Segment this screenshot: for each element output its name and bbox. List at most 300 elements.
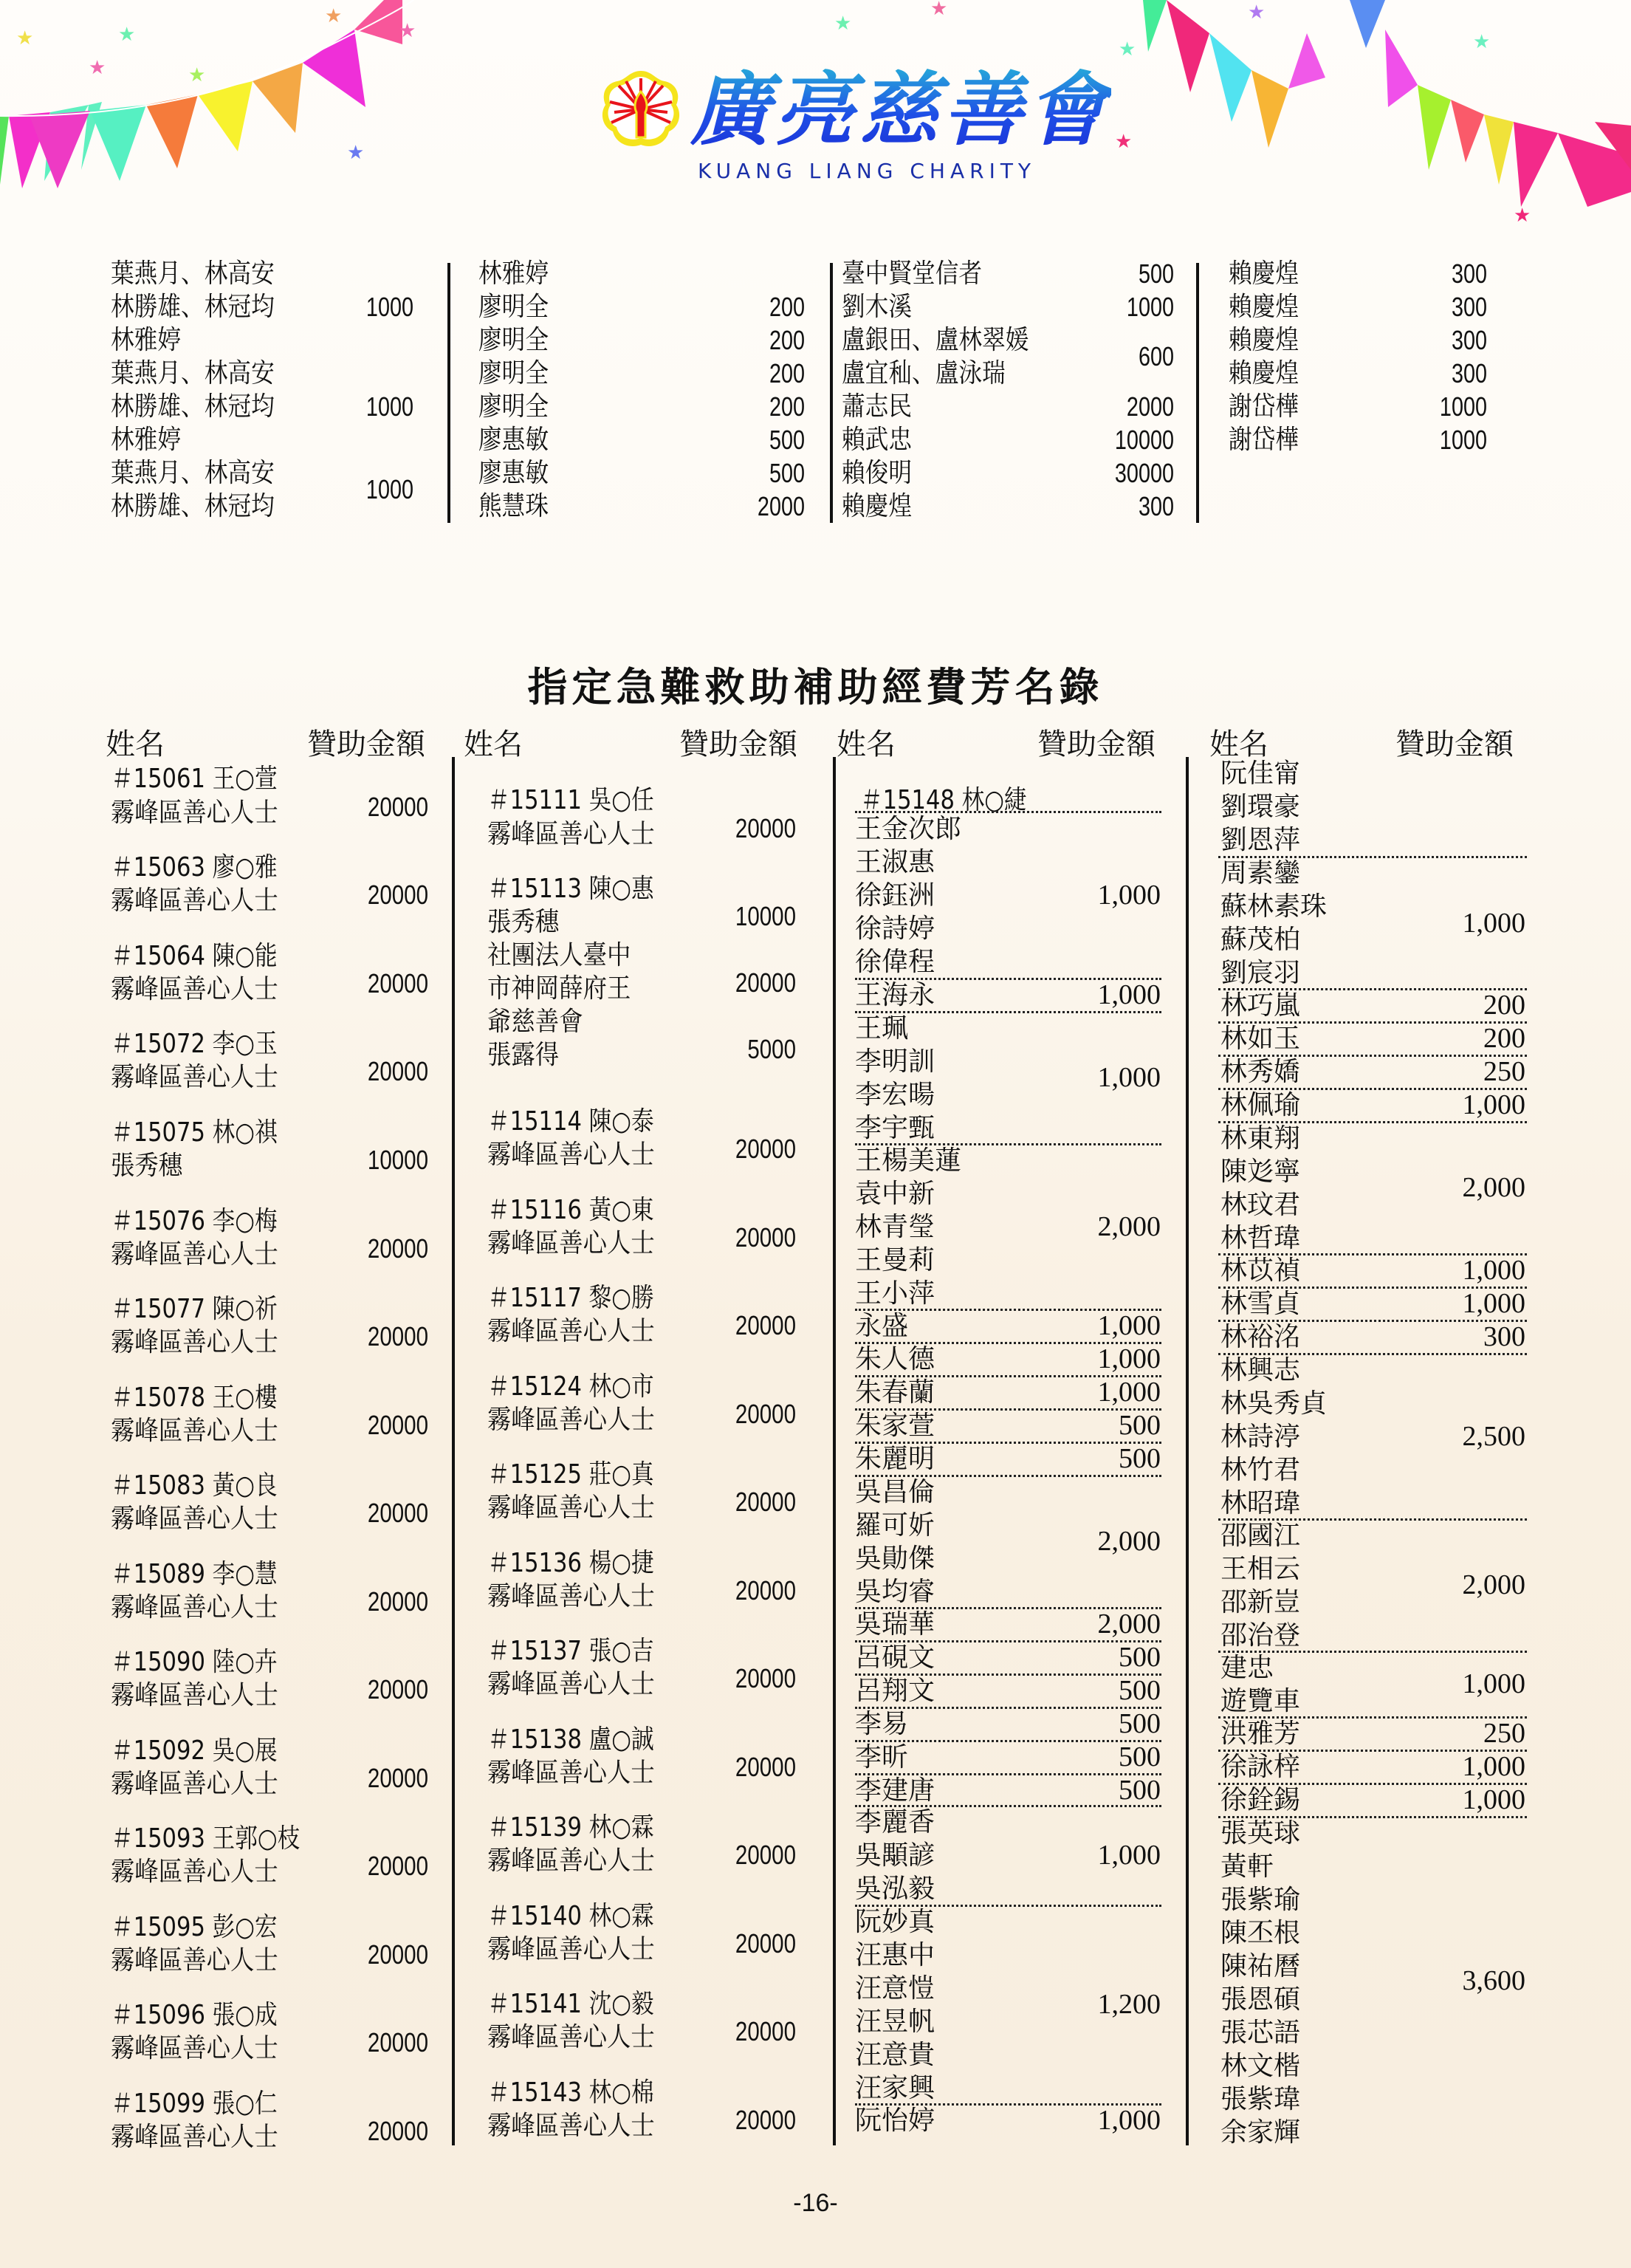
donor-name: 霧峰區善心人士 <box>487 1493 655 1523</box>
donor-amount: 500 <box>1119 1642 1161 1673</box>
donor-name: 林吳秀貞 <box>1220 1388 1328 1419</box>
donor-amount: 250 <box>1483 1718 1525 1749</box>
case-number: ＃15099 張○仁 <box>111 2089 278 2119</box>
donor-name: 林秀嬌 <box>1220 1057 1301 1087</box>
donor-name: 李宇甄 <box>855 1113 935 1143</box>
donor-name: 林東翔 <box>1220 1123 1301 1154</box>
donor-amount: 200 <box>769 325 805 355</box>
donor-amount: 20000 <box>735 967 796 998</box>
donor-amount: 10000 <box>735 901 796 931</box>
donor-amount: 20000 <box>367 1056 428 1086</box>
donor-name: 臺中賢堂信者 <box>842 258 983 289</box>
donor-amount: 200 <box>1483 990 1525 1021</box>
donor-name: 廖惠敏 <box>478 425 549 455</box>
donor-amount: 20000 <box>367 1674 428 1705</box>
donor-name: 阮佳甯 <box>1220 758 1301 789</box>
donor-amount: 500 <box>1119 1675 1161 1706</box>
donor-name: 邵新豈 <box>1220 1587 1301 1617</box>
donor-amount: 2,500 <box>1462 1421 1525 1452</box>
donor-name: 霧峰區善心人士 <box>111 1062 278 1092</box>
donor-amount: 20000 <box>735 1928 796 1959</box>
donor-name: 廖明全 <box>478 391 549 422</box>
col-header-name: 姓名 <box>464 727 523 761</box>
case-number: ＃15138 盧○誠 <box>487 1724 654 1755</box>
donor-name: 張秀穗 <box>111 1151 183 1181</box>
donor-amount: 20000 <box>735 1575 796 1606</box>
donor-name: 霧峰區善心人士 <box>111 1504 278 1534</box>
donor-name: 霧峰區善心人士 <box>487 819 655 849</box>
donor-name: 張露得 <box>487 1040 560 1070</box>
donor-amount: 1,200 <box>1097 1989 1161 2020</box>
donor-name: 葉燕月、林高安 <box>111 458 275 488</box>
top-col-3 <box>833 257 1199 523</box>
donor-name: 張秀穗 <box>487 907 560 937</box>
donor-amount: 2,000 <box>1097 1211 1161 1242</box>
donor-amount: 1000 <box>1439 425 1487 455</box>
donor-name: 汪惠中 <box>855 1940 935 1970</box>
column-divider <box>452 757 455 2145</box>
donor-name: 洪雅芳 <box>1220 1719 1301 1749</box>
org-name-en: KUANG LIANG CHARITY <box>698 159 1037 183</box>
donor-name: 霧峰區善心人士 <box>487 1846 655 1876</box>
donor-amount: 300 <box>1451 292 1487 322</box>
donor-name: 朱春蘭 <box>855 1377 935 1408</box>
donor-amount: 1,000 <box>1097 880 1161 911</box>
donor-name: 張紫瑋 <box>1220 2084 1301 2114</box>
donor-name: 廖惠敏 <box>478 458 549 488</box>
donor-name: 熊慧珠 <box>478 491 549 521</box>
case-number: ＃15063 廖○雅 <box>111 852 278 883</box>
case-number: ＃15075 林○祺 <box>111 1117 278 1148</box>
donor-name: 霧峰區善心人士 <box>111 798 278 828</box>
donor-amount: 500 <box>1138 258 1174 289</box>
donor-amount: 500 <box>1119 1443 1161 1474</box>
case-number: ＃15136 楊○捷 <box>487 1548 654 1578</box>
svg-text:★: ★ <box>1119 38 1136 61</box>
donor-name: 王小萍 <box>855 1278 935 1309</box>
donor-name: 葉燕月、林高安 <box>111 358 275 388</box>
donor-name: 林雪貞 <box>1220 1289 1301 1319</box>
case-number: ＃15139 林○霖 <box>487 1812 654 1843</box>
case-number: ＃15095 彭○宏 <box>111 1912 278 1942</box>
donor-name: 爺慈善會 <box>487 1007 583 1037</box>
donor-name: 謝岱樺 <box>1229 425 1299 455</box>
donor-name: 周素鑾 <box>1220 858 1301 888</box>
donor-name: 吳昌倫 <box>855 1477 935 1507</box>
donor-name: 霧峰區善心人士 <box>487 1228 655 1258</box>
donor-name: 徐銓錫 <box>1220 1785 1301 1815</box>
donor-name: 林裕洺 <box>1220 1322 1301 1352</box>
donor-name: 林文楷 <box>1220 2051 1301 2081</box>
donor-name: 張紫瑜 <box>1220 1885 1301 1915</box>
donor-amount: 300 <box>1451 325 1487 355</box>
svg-text:★: ★ <box>16 27 34 49</box>
donor-name: 霧峰區善心人士 <box>111 885 278 916</box>
donor-name: 李易 <box>855 1709 909 1739</box>
svg-text:★: ★ <box>834 13 852 35</box>
donor-name: 張芯語 <box>1220 2018 1301 2048</box>
top-col-2 <box>450 257 833 523</box>
donor-name: 霧峰區善心人士 <box>487 2022 655 2052</box>
donor-amount: 1,000 <box>1097 1343 1161 1374</box>
top-col-4 <box>1199 257 1528 523</box>
case-number: ＃15093 王郭○枝 <box>111 1823 301 1854</box>
donor-name: 朱人德 <box>855 1344 935 1374</box>
donor-name: 王曼莉 <box>855 1245 935 1275</box>
donor-amount: 10000 <box>367 1145 428 1175</box>
donor-name: 徐鈺洲 <box>855 880 935 911</box>
kuang-liang-logo-icon <box>597 65 685 154</box>
case-number: ＃15061 王○萱 <box>111 764 278 794</box>
svg-text:★: ★ <box>325 5 343 27</box>
donor-name: 劉宸羽 <box>1220 958 1301 988</box>
donor-name: 朱麗明 <box>855 1444 935 1474</box>
donor-name: 徐詩婷 <box>855 914 935 944</box>
donor-name: 李建唐 <box>855 1775 935 1806</box>
donor-amount: 300 <box>1451 358 1487 388</box>
case-number: ＃15096 張○成 <box>111 2000 278 2030</box>
donor-name: 朱家萱 <box>855 1411 935 1441</box>
donor-amount: 20000 <box>735 1752 796 1782</box>
donor-name: 呂硯文 <box>855 1642 935 1673</box>
case-number: ＃15076 李○梅 <box>111 1206 278 1236</box>
donor-name: 邵治登 <box>1220 1620 1301 1651</box>
case-number: ＃15078 王○樓 <box>111 1383 278 1413</box>
case-number: ＃15140 林○霖 <box>487 1901 654 1931</box>
donor-name: 林雅婷 <box>111 425 182 455</box>
donor-name: 汪昱帆 <box>855 2007 935 2037</box>
donor-amount: 20000 <box>367 792 428 822</box>
donor-name: 袁中新 <box>855 1179 935 1209</box>
donor-amount: 1,000 <box>1097 979 1161 1010</box>
donor-amount: 20000 <box>367 968 428 998</box>
donor-name: 霧峰區善心人士 <box>487 2111 655 2141</box>
donor-name: 林勝雄、林冠均 <box>111 292 275 322</box>
donor-name: 李麗香 <box>855 1807 935 1837</box>
svg-text:★: ★ <box>1514 205 1531 227</box>
donor-amount: 20000 <box>367 1851 428 1881</box>
donor-name: 林如玉 <box>1220 1024 1301 1054</box>
donor-amount: 1,000 <box>1462 1751 1525 1782</box>
donor-name: 葉燕月、林高安 <box>111 258 275 289</box>
donor-name: 霧峰區善心人士 <box>111 1592 278 1623</box>
svg-text:★: ★ <box>930 0 948 20</box>
donor-name: 社團法人臺中 <box>487 940 631 970</box>
donor-name: 霧峰區善心人士 <box>487 1934 655 1964</box>
donor-name: 霧峰區善心人士 <box>111 1239 278 1270</box>
donor-amount: 200 <box>769 292 805 322</box>
donor-amount: 300 <box>1138 491 1174 521</box>
donor-name: 賴慶煌 <box>1229 292 1299 322</box>
donor-name: 陳祐曆 <box>1220 1951 1301 1981</box>
col-header-amount: 贊助金額 <box>1037 727 1156 761</box>
donor-name: 霧峰區善心人士 <box>487 1758 655 1788</box>
donor-amount: 2,000 <box>1462 1172 1525 1203</box>
donor-name: 呂翔文 <box>855 1676 935 1706</box>
donor-name: 賴慶煌 <box>1229 258 1299 289</box>
donor-amount: 1,000 <box>1462 1255 1525 1286</box>
donor-name: 汪意貴 <box>855 2040 935 2070</box>
donor-amount: 20000 <box>735 1840 796 1870</box>
donor-name: 張恩碩 <box>1220 1984 1301 2015</box>
donor-amount: 20000 <box>367 880 428 910</box>
donor-amount: 20000 <box>735 1310 796 1340</box>
section-title: 指定急難救助補助經費芳名錄 <box>527 664 1104 710</box>
donor-amount: 1000 <box>1126 292 1174 322</box>
donor-amount: 2,000 <box>1097 1609 1161 1640</box>
org-name-cn: 廣亮慈善會 <box>690 64 1112 157</box>
donor-name: 李昕 <box>855 1742 909 1772</box>
case-number: ＃15137 張○吉 <box>487 1636 654 1666</box>
donor-amount: 500 <box>1119 1410 1161 1441</box>
donor-name: 市神岡薛府王 <box>487 973 631 1004</box>
donor-name: 霧峰區善心人士 <box>111 2122 278 2152</box>
donor-amount: 1,000 <box>1097 1377 1161 1408</box>
donor-amount: 20000 <box>367 1586 428 1617</box>
donor-amount: 1,000 <box>1462 908 1525 939</box>
donor-amount: 1,000 <box>1462 1288 1525 1319</box>
svg-text:★: ★ <box>89 57 106 79</box>
donor-name: 林哲瑋 <box>1220 1223 1301 1253</box>
case-number: ＃15116 黃○東 <box>487 1195 654 1225</box>
donor-name: 霧峰區善心人士 <box>487 1316 655 1346</box>
donor-name: 李宏暘 <box>855 1080 935 1110</box>
donor-name: 汪家興 <box>855 2073 935 2103</box>
case-number: ＃15072 李○玉 <box>111 1029 278 1059</box>
case-number: ＃15092 吳○展 <box>111 1736 278 1766</box>
donor-name: 邵國江 <box>1220 1521 1301 1551</box>
donor-amount: 1,000 <box>1462 1784 1525 1815</box>
svg-text:★: ★ <box>188 64 206 86</box>
donor-name: 林興志 <box>1220 1355 1301 1385</box>
donor-name: 林詩渟 <box>1220 1422 1301 1452</box>
donor-name: 蘇茂柏 <box>1220 925 1301 955</box>
case-number: ＃15111 吳○任 <box>487 785 654 815</box>
donor-name: 林昭瑋 <box>1220 1488 1301 1518</box>
donor-name: 阮妙真 <box>855 1907 935 1937</box>
donor-name: 永盛 <box>855 1311 909 1341</box>
donor-amount: 200 <box>769 391 805 422</box>
col-header-name: 姓名 <box>1209 727 1268 761</box>
donor-amount: 20000 <box>735 1399 796 1429</box>
top-donor-table <box>111 257 1528 523</box>
donor-name: 賴俊明 <box>842 458 913 488</box>
donor-name: 遊覽車 <box>1220 1686 1301 1716</box>
donor-name: 吳瑞華 <box>855 1609 935 1640</box>
donor-name: 林青瑩 <box>855 1212 935 1242</box>
donor-name: 霧峰區善心人士 <box>111 1680 278 1710</box>
donor-amount: 1,000 <box>1462 1668 1525 1699</box>
donor-amount: 250 <box>1483 1056 1525 1087</box>
donor-name: 林玟君 <box>1220 1190 1301 1220</box>
donor-name: 霧峰區善心人士 <box>487 1669 655 1699</box>
donor-amount: 10000 <box>1114 425 1174 455</box>
donor-amount: 600 <box>1138 341 1174 371</box>
donor-name: 吳泓毅 <box>855 1874 935 1904</box>
donor-name: 王珮 <box>855 1013 909 1044</box>
donor-amount: 20000 <box>367 1321 428 1351</box>
donor-name: 林勝雄、林冠均 <box>111 491 275 521</box>
donor-amount: 20000 <box>367 1763 428 1793</box>
case-number: ＃15064 陳○能 <box>111 941 278 971</box>
donor-name: 王相云 <box>1220 1554 1301 1584</box>
donor-amount: 20000 <box>367 1233 428 1264</box>
donor-name: 謝岱樺 <box>1229 391 1299 422</box>
donor-name: 盧宜秈、盧泳瑞 <box>842 358 1006 388</box>
donor-name: 林苡禎 <box>1220 1255 1301 1286</box>
case-number: ＃15113 陳○惠 <box>487 874 654 904</box>
col-header-amount: 贊助金額 <box>679 727 797 761</box>
donor-name: 霧峰區善心人士 <box>111 2033 278 2063</box>
donor-amount: 500 <box>769 425 805 455</box>
case-number: ＃15143 林○棉 <box>487 2077 654 2108</box>
donor-amount: 20000 <box>367 1410 428 1440</box>
donor-amount: 300 <box>1451 258 1487 289</box>
donor-amount: 30000 <box>1114 458 1174 488</box>
donor-name: 羅可妡 <box>855 1510 935 1541</box>
donor-name: 林竹君 <box>1220 1455 1301 1485</box>
donor-amount: 1000 <box>365 391 413 422</box>
donor-name: 盧銀田、盧林翠媛 <box>842 325 1029 355</box>
donor-amount: 1,000 <box>1097 1062 1161 1093</box>
svg-text:★: ★ <box>399 20 416 42</box>
donor-amount: 5000 <box>747 1034 796 1064</box>
donor-amount: 20000 <box>735 2105 796 2135</box>
donor-amount: 20000 <box>735 813 796 843</box>
svg-text:★: ★ <box>1115 131 1133 153</box>
donor-name: 張英球 <box>1220 1818 1301 1849</box>
donor-amount: 1,000 <box>1097 2105 1161 2136</box>
donor-amount: 20000 <box>367 1939 428 1970</box>
donor-name: 徐詠梓 <box>1220 1752 1301 1782</box>
donor-amount: 20000 <box>735 1222 796 1253</box>
donor-amount: 20000 <box>735 1663 796 1693</box>
donor-name: 李明訓 <box>855 1046 935 1077</box>
donor-amount: 500 <box>1119 1708 1161 1739</box>
donor-name: 林佩瑜 <box>1220 1090 1301 1120</box>
donor-name: 王金次郎 <box>855 814 962 844</box>
case-number: ＃15083 黃○良 <box>111 1470 278 1501</box>
case-number: ＃15089 李○慧 <box>111 1559 278 1589</box>
donor-name: 廖明全 <box>478 292 549 322</box>
donor-amount: 20000 <box>367 2116 428 2146</box>
svg-text:★: ★ <box>1248 1 1266 24</box>
column-divider <box>833 757 836 2145</box>
donor-name: 霧峰區善心人士 <box>487 1140 655 1170</box>
donor-name: 黃軒 <box>1220 1851 1274 1882</box>
donor-name: 劉木溪 <box>842 292 913 322</box>
donor-name: 霧峰區善心人士 <box>111 1857 278 1887</box>
donor-amount: 200 <box>769 358 805 388</box>
donor-name: 林雅婷 <box>111 325 182 355</box>
case-number: ＃15125 莊○真 <box>487 1459 654 1490</box>
donor-amount: 1,000 <box>1462 1089 1525 1120</box>
case-number: ＃15141 沈○毅 <box>487 1989 654 2019</box>
donor-name: 徐偉程 <box>855 947 935 977</box>
donor-amount: 20000 <box>367 2027 428 2058</box>
donor-amount: 2000 <box>757 491 805 521</box>
donor-name: 阮怡婷 <box>855 2106 935 2136</box>
donor-name: 汪意愷 <box>855 1973 935 2004</box>
donor-name: 建忠 <box>1220 1653 1274 1683</box>
case-number: ＃15148 林○緁 <box>860 785 1027 815</box>
donor-name: 吳顒諺 <box>855 1840 935 1871</box>
case-number: ＃15090 陸○卉 <box>111 1647 278 1677</box>
col-header-name: 姓名 <box>106 727 165 761</box>
donor-name: 陳彣寧 <box>1220 1157 1301 1187</box>
donor-name: 王海永 <box>855 980 935 1010</box>
donor-name: 蕭志民 <box>842 391 913 422</box>
donor-name: 賴慶煌 <box>1229 358 1299 388</box>
column-divider <box>1186 757 1189 2145</box>
donor-name: 劉環豪 <box>1220 792 1301 822</box>
donor-amount: 2,000 <box>1097 1526 1161 1557</box>
donor-name: 陳丕根 <box>1220 1918 1301 1948</box>
donor-name: 林雅婷 <box>478 258 549 289</box>
donor-amount: 2000 <box>1126 391 1174 422</box>
donor-amount: 300 <box>1483 1321 1525 1352</box>
case-number: ＃15124 林○市 <box>487 1371 654 1402</box>
donor-name: 霧峰區善心人士 <box>111 1327 278 1357</box>
donor-name: 林巧嵐 <box>1220 990 1301 1021</box>
donor-name: 余家輝 <box>1220 2117 1301 2148</box>
donor-amount: 1000 <box>1439 391 1487 422</box>
donor-amount: 1,000 <box>1097 1310 1161 1341</box>
col-header-name: 姓名 <box>837 727 896 761</box>
page-number: -16- <box>793 2189 838 2217</box>
donor-name: 吳均睿 <box>855 1577 935 1607</box>
donor-name: 王淑惠 <box>855 847 935 877</box>
case-number: ＃15114 陳○泰 <box>487 1106 654 1137</box>
col-header-amount: 贊助金額 <box>307 727 425 761</box>
donor-name: 王楊美蓮 <box>855 1145 962 1176</box>
donor-name: 林勝雄、林冠均 <box>111 391 275 422</box>
donor-amount: 500 <box>769 458 805 488</box>
donor-amount: 200 <box>1483 1023 1525 1054</box>
donor-name: 廖明全 <box>478 325 549 355</box>
donor-name: 蘇林素珠 <box>1220 891 1328 922</box>
donor-name: 霧峰區善心人士 <box>111 1945 278 1976</box>
donor-amount: 500 <box>1119 1741 1161 1772</box>
donor-amount: 2,000 <box>1462 1569 1525 1600</box>
svg-text:★: ★ <box>347 142 365 164</box>
col-header-amount: 贊助金額 <box>1395 727 1514 761</box>
donor-amount: 1,000 <box>1097 1840 1161 1871</box>
donor-name: 霧峰區善心人士 <box>487 1405 655 1435</box>
donor-name: 劉恩萍 <box>1220 825 1301 855</box>
donor-name: 賴武忠 <box>842 425 913 455</box>
donor-amount: 20000 <box>367 1498 428 1528</box>
donor-name: 霧峰區善心人士 <box>111 1769 278 1799</box>
donor-name: 賴慶煌 <box>1229 325 1299 355</box>
svg-text:★: ★ <box>1473 31 1491 53</box>
donor-name: 霧峰區善心人士 <box>487 1581 655 1611</box>
donor-name: 吳勛傑 <box>855 1544 935 1574</box>
donor-amount: 1000 <box>365 292 413 322</box>
case-number: ＃15077 陳○祈 <box>111 1294 278 1324</box>
donor-amount: 500 <box>1119 1775 1161 1806</box>
top-col-1 <box>111 257 450 523</box>
case-number: ＃15117 黎○勝 <box>487 1283 654 1313</box>
donor-amount: 1000 <box>365 474 413 504</box>
donor-name: 霧峰區善心人士 <box>111 1416 278 1446</box>
donor-amount: 20000 <box>735 1134 796 1164</box>
donor-name: 霧峰區善心人士 <box>111 974 278 1004</box>
donor-name: 賴慶煌 <box>842 491 913 521</box>
donor-name: 廖明全 <box>478 358 549 388</box>
donor-amount: 3,600 <box>1462 1965 1525 1996</box>
svg-text:★: ★ <box>118 24 136 46</box>
